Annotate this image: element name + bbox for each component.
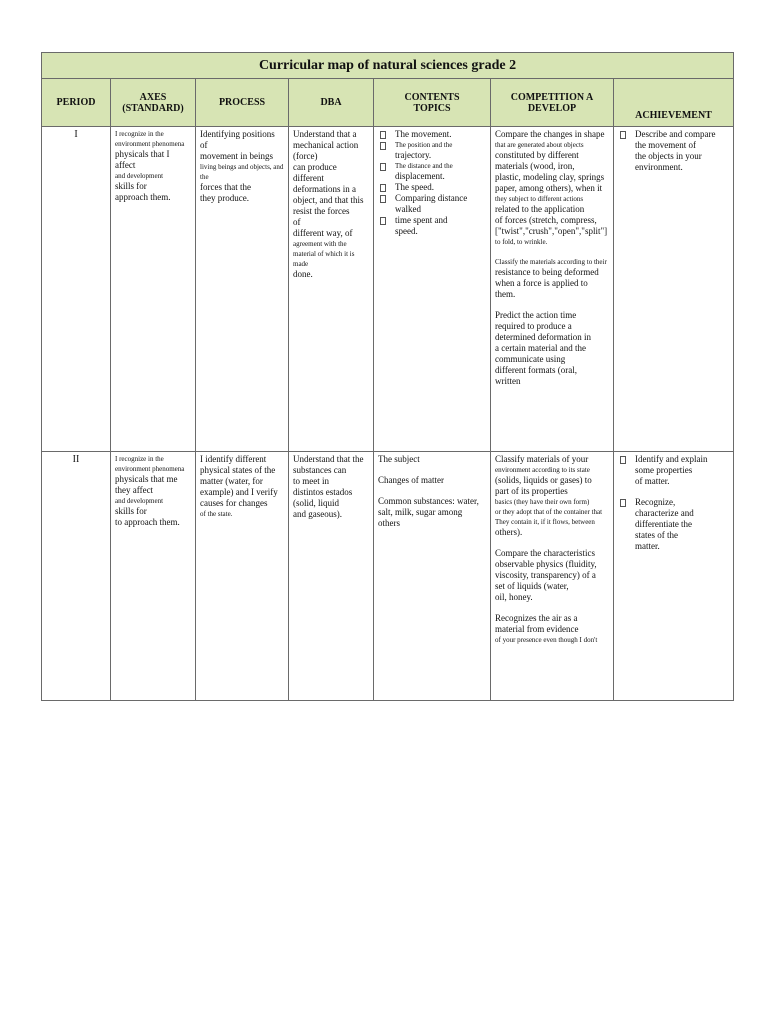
text-line: example) and I verify [200,487,278,497]
text-line: (solid, liquid [293,498,340,508]
checkbox-bullet-icon [620,456,626,464]
header-process: PROCESS [196,79,289,127]
contents-cell [374,452,491,701]
text-line: The subject [378,454,420,464]
text-line: The speed. [395,182,434,192]
list-item [618,454,729,487]
text-line: Common substances: water, [378,496,479,506]
text-line: the objects in your [635,151,702,161]
text-line: matter (water, for [200,476,263,486]
text-line: I recognize in the [115,130,164,138]
text-line: distintos estados [293,487,353,497]
text-line: environment according to its state [495,466,590,474]
achievement-list [618,454,729,552]
curricular-map-table [41,52,734,701]
text-line: salt, milk, sugar among others [378,507,463,528]
text-line: they subject to different actions [495,195,584,203]
text-line: done. [293,269,313,279]
list-item [378,182,486,193]
text-line: Compare the characteristics [495,548,595,558]
competition-cell [491,127,614,452]
text-line: mechanical action [293,140,359,150]
text-line: skills for [115,181,147,191]
text-line: of matter. [635,476,670,486]
checkbox-bullet-icon [380,131,386,139]
text-line: written [495,376,521,386]
dba-cell [289,452,374,701]
text-line: some properties [635,465,693,475]
axes-cell [111,452,196,701]
contents-cell [374,127,491,452]
text-line: characterize and [635,508,694,518]
text-line: that are generated about objects [495,141,584,149]
text-line: to fold, to wrinkle. [495,238,548,246]
text-line: approach them. [115,192,171,202]
period-cell: I [42,127,111,452]
list-item [618,129,729,173]
header-period: PERIOD [42,79,111,127]
text-line: displacement. [395,171,445,181]
text-line: Understand that the [293,454,364,464]
table-row [42,452,734,701]
text-line: a certain material and the [495,343,586,353]
dba-cell [289,127,374,452]
process-cell [196,127,289,452]
header-axes: AXES (STANDARD) [111,79,196,127]
table-title: Curricular map of natural sciences grade 2 [42,53,734,79]
text-line: and gaseous). [293,509,342,519]
text-line: differentiate the [635,519,693,529]
list-item [378,193,486,215]
text-line: viscosity, transparency) of a [495,570,596,580]
title-row [42,53,734,79]
checkbox-bullet-icon [380,195,386,203]
checkbox-bullet-icon [620,499,626,507]
achievement-cell [614,452,734,701]
text-line: Understand that a [293,129,357,139]
checkbox-bullet-icon [380,217,386,225]
text-line: I identify different [200,454,267,464]
checkbox-bullet-icon [380,142,386,150]
header-contents: CONTENTS TOPICS [374,79,491,127]
text-line: living beings and objects, and the [200,163,284,181]
text-line: of the state. [200,510,233,518]
checkbox-bullet-icon [380,163,386,171]
competition-cell [491,452,614,701]
text-line: different way, of [293,228,353,238]
text-line: environment phenomena [115,140,185,148]
spacer [495,247,609,257]
text-line: ["twist","crush","open","split"] [495,226,608,236]
text-line: Describe and compare [635,129,716,139]
text-line: Identify and explain [635,454,708,464]
text-line: they affect [115,485,154,495]
text-line: physicals that I [115,149,170,159]
header-row [42,79,734,127]
text-line: The position and the [395,141,453,149]
text-line: related to the application [495,204,585,214]
text-line: basics (they have their own form) [495,498,590,506]
text-line: deformations in a [293,184,356,194]
text-line: (force) [293,151,318,161]
text-line: paper, among others), when it [495,183,603,193]
period-cell: II [42,452,111,701]
text-line: others). [495,527,523,537]
text-line: different formats (oral, [495,365,578,375]
table-body [42,127,734,701]
text-line: substances can [293,465,347,475]
text-line: material from evidence [495,624,579,634]
spacer [378,465,486,475]
text-line: Identifying positions of [200,129,275,150]
header-achievement: ACHIEVEMENT [614,79,734,127]
header-dba: DBA [289,79,374,127]
text-line: matter. [635,541,660,551]
text-line: of [293,217,301,227]
text-line: of your presence even though I don't [495,636,598,644]
axes-cell [111,127,196,452]
text-line: environment. [635,162,683,172]
text-line: plastic, modeling clay, springs [495,172,605,182]
text-line: different [293,173,324,183]
text-line: Recognize, [635,497,676,507]
list-item [378,161,486,182]
text-line: They contain it, if it flows, between [495,518,595,526]
text-line: Predict the action time [495,310,577,320]
achievement-cell [614,127,734,452]
text-line: trajectory. [395,150,432,160]
text-line: or they adopt that of the container that [495,508,603,516]
list-item [618,497,729,552]
text-line: oil, honey. [495,592,533,602]
text-line: I recognize in the [115,455,164,463]
text-line: material of which it is made [293,250,355,268]
text-line: the movement of [635,140,696,150]
text-line: communicate using [495,354,566,364]
text-line: and development [115,172,164,180]
text-line: Classify the materials according to their [495,258,607,266]
text-line: can produce [293,162,337,172]
text-line: and development [115,497,164,505]
checkbox-bullet-icon [380,184,386,192]
text-line: set of liquids (water, [495,581,569,591]
text-line: of forces (stretch, compress, [495,215,597,225]
list-item [378,215,486,237]
contents-list [378,129,486,237]
text-line: The movement. [395,129,452,139]
text-line: time spent and [395,215,448,225]
list-item [378,129,486,140]
text-line: Compare the changes in shape [495,129,605,139]
text-line: observable physics (fluidity, [495,559,597,569]
text-line: object, and that this [293,195,364,205]
text-line: environment phenomena [115,465,185,473]
text-line: Changes of matter [378,475,444,485]
text-line: physical states of the [200,465,276,475]
text-line: Recognizes the air as a [495,613,578,623]
text-line: (solids, liquids or gases) to [495,475,592,485]
text-line: they produce. [200,193,249,203]
text-line: agreement with the [293,240,347,248]
text-line: states of the [635,530,678,540]
text-line: required to produce a [495,321,572,331]
checkbox-bullet-icon [620,131,626,139]
text-line: Classify materials of your [495,454,589,464]
spacer [618,487,729,497]
text-line: constituted by different [495,150,579,160]
text-line: determined deformation in [495,332,591,342]
text-line: movement in beings [200,151,273,161]
text-line: resistance to being deformed [495,267,599,277]
text-line: skills for [115,506,147,516]
curricular-map-document [41,52,733,698]
spacer [495,538,609,548]
list-item [378,140,486,161]
header-competition: COMPETITION A DEVELOP [491,79,614,127]
spacer [495,603,609,613]
text-line: resist the forces [293,206,350,216]
process-cell [196,452,289,701]
text-line: affect [115,160,136,170]
spacer [495,300,609,310]
text-line: causes for changes [200,498,268,508]
text-line: Comparing distance [395,193,468,203]
text-line: to meet in [293,476,329,486]
text-line: forces that the [200,182,251,192]
table-row [42,127,734,452]
text-line: materials (wood, iron, [495,161,575,171]
text-line: when a force is applied to them. [495,278,588,299]
text-line: part of its properties [495,486,568,496]
text-line: speed. [395,226,418,236]
text-line: The distance and the [395,162,453,170]
text-line: walked [395,204,421,214]
achievement-list [618,129,729,173]
spacer [378,486,486,496]
text-line: physicals that me [115,474,178,484]
text-line: to approach them. [115,517,180,527]
